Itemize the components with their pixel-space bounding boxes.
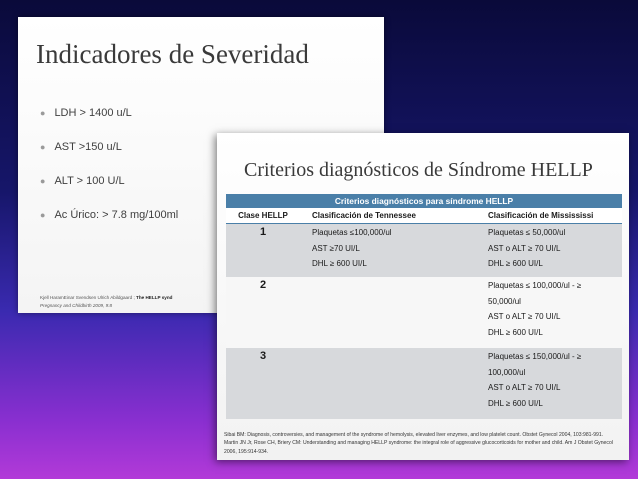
severity-bullet-list [40, 107, 178, 243]
front-slide [217, 133, 629, 460]
table-row: 3 Plaquetas ≤ 150,000/ul - ≥ 100,000/ul AST o ALT ≥ 70 UI/L DHL ≥ 600 UI/L [226, 348, 622, 419]
header-mississippi: Clasificación de Missississi [488, 211, 594, 220]
bullet-dot-icon: ● [40, 142, 46, 152]
table-row: 1 Plaquetas ≤100,000/ul AST ≥70 UI/L DHL ≥ 600 UI/L Plaquetas ≤ 50,000/ul AST o ALT ≥ 70 UI/L DHL ≥ 600 UI/L [226, 224, 622, 277]
bullet-item: ● Ac Úrico: > 7.8 mg/100ml [40, 209, 179, 221]
bullet-dot-icon: ● [40, 176, 46, 186]
table-title: Criterios diagnósticos para síndrome HELLP [226, 194, 622, 208]
front-slide-references: Sibai BM: Diagnosis, controversies, and management of the syndrome of hemolysis, elevated liver enzymes, and low platelet count. Obstet Gynecol 2004, 103:981-991. Martin JN Jr, Rose CH, Briery CM: Understanding and managing HELLP syndrome: the integral role of aggressive glucocorticoids for mother and child. Am J Obstet Gynecol 2006, 195:914-934. [224, 432, 613, 455]
header-tennessee: Clasificación de Tennessee [312, 211, 416, 220]
bullet-dot-icon: ● [40, 210, 46, 220]
hellp-criteria-table [226, 194, 622, 419]
front-slide-title: Criterios diagnósticos de Síndrome HELLP [244, 159, 593, 181]
bullet-item: ● LDH > 1400 u/L [40, 107, 132, 119]
table-header-row [226, 208, 622, 224]
back-slide-reference: Kjell HaramEinar Svendsen Ulrich Abildgaard ; The HELLP synd Pregnancy and Childbirth 2009, 9:8 [40, 295, 173, 308]
bullet-item: ● AST >150 u/L [40, 141, 122, 153]
header-clase: Clase HELLP [238, 211, 288, 220]
bullet-item: ● ALT > 100 U/L [40, 175, 125, 187]
table-row: 2 Plaquetas ≤ 100,000/ul - ≥ 50,000/ul AST o ALT ≥ 70 UI/L DHL ≥ 600 UI/L [226, 277, 622, 348]
back-slide-title: Indicadores de Severidad [36, 39, 309, 69]
bullet-dot-icon: ● [40, 108, 46, 118]
